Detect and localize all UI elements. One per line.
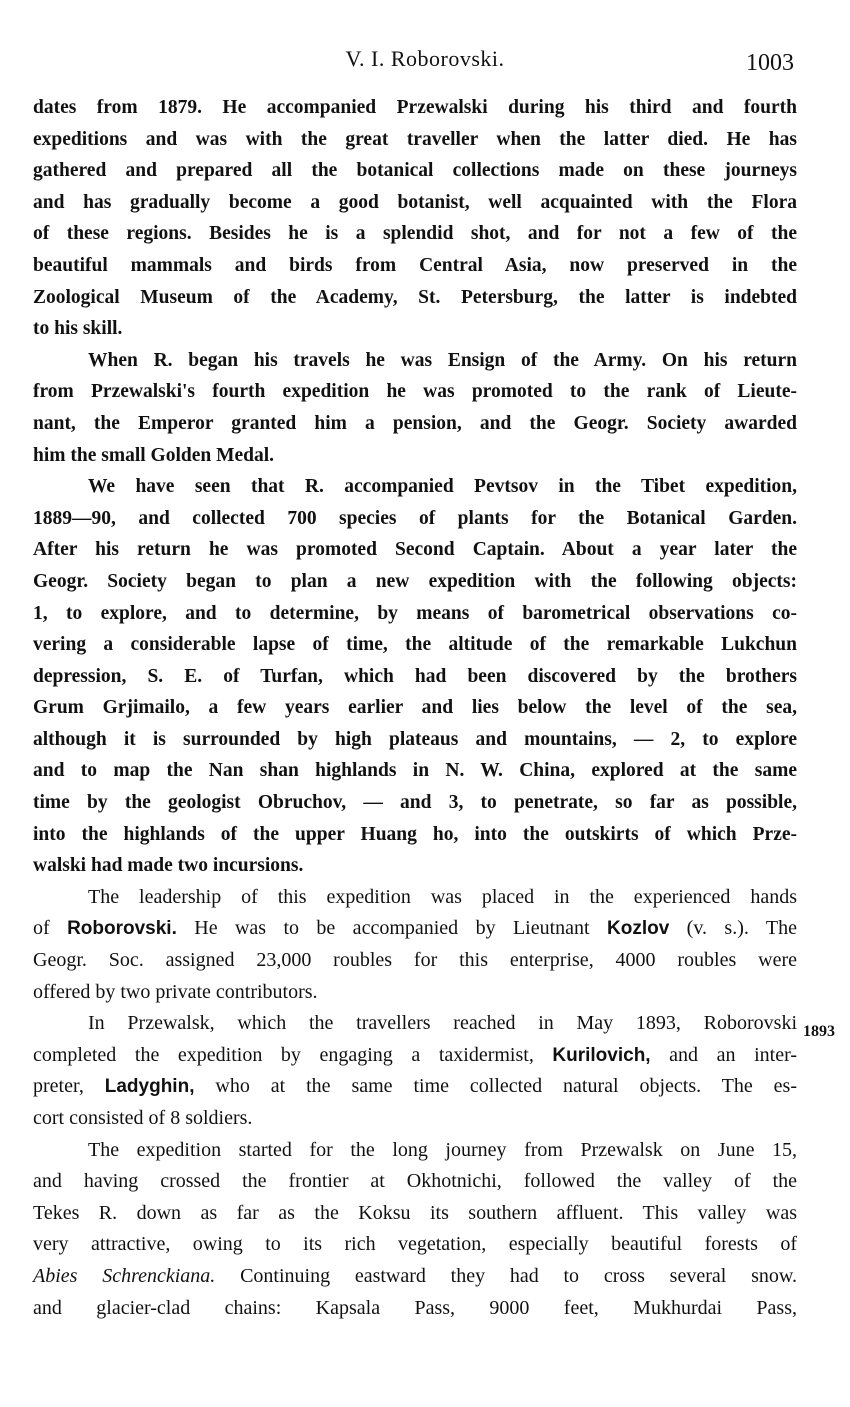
text-line: nant, the Emperor granted him a pension, and the Geogr. Society awarded: [33, 412, 797, 434]
text-line: [33, 1071, 797, 1103]
text-line: from Przewalski's fourth expedition he was promoted to the rank of Lieute-: [33, 381, 797, 403]
running-title: V. I. Roborovski.: [345, 46, 505, 71]
text-line: him the small Golden Medal.: [33, 444, 275, 466]
paragraph-1: [33, 92, 797, 345]
text-line: Grum Grjimailo, a few years earlier and lies below the level of the sea,: [33, 697, 797, 719]
running-header: [0, 44, 850, 80]
text-run: (v. s.). The: [669, 917, 797, 940]
text-line: [33, 1040, 797, 1072]
person-name-kurilovich: Kurilovich,: [552, 1044, 651, 1066]
page-number: 1003: [746, 50, 794, 76]
paragraph-4: [33, 882, 797, 1008]
text-line: Tekes R. down as far as the Koksu its southern affluent. This valley was: [33, 1201, 797, 1224]
body-text: [33, 92, 797, 1324]
text-line: The leadership of this expedition was placed in the experienced hands: [88, 885, 797, 908]
text-run: of: [33, 917, 68, 940]
text-line: although it is surrounded by high plateaus and mountains, — 2, to explore: [33, 728, 797, 750]
text-run: completed the expedition by engaging a taxidermist,: [33, 1043, 553, 1066]
species-name: Abies Schrenckiana.: [33, 1264, 216, 1287]
text-line: gathered and prepared all the botanical collections made on these journeys: [33, 160, 797, 182]
text-line: expeditions and was with the great traveller when the latter died. He has: [33, 128, 797, 150]
paragraph-5: [33, 1008, 797, 1134]
text-line: Zoological Museum of the Academy, St. Petersburg, the latter is indebted: [33, 286, 797, 308]
margin-year-note: 1893: [803, 1023, 835, 1040]
text-line: and glacier-clad chains: Kapsala Pass, 9000 feet, Mukhurdai Pass,: [33, 1296, 797, 1319]
text-line: 1889—90, and collected 700 species of plants for the Botanical Garden.: [33, 507, 797, 529]
text-line: and has gradually become a good botanist, well acquainted with the Flora: [33, 191, 797, 213]
text-line: cort consisted of 8 soldiers.: [33, 1107, 253, 1129]
text-line: dates from 1879. He accompanied Przewalski during his third and fourth: [33, 97, 797, 118]
text-line: to his skill.: [33, 318, 123, 340]
text-line: vering a considerable lapse of time, the altitude of the remarkable Lukchun: [33, 634, 797, 656]
text-line: beautiful mammals and birds from Central Asia, now preserved in the: [33, 254, 797, 276]
text-line: and having crossed the frontier at Okhotnichi, followed the valley of the: [33, 1170, 797, 1193]
paragraph-2: [33, 345, 797, 471]
text-line: When R. began his travels he was Ensign of the Army. On his return: [88, 349, 797, 371]
text-line: [33, 913, 797, 945]
text-run: who at the same time collected natural objects. The es-: [194, 1075, 797, 1098]
person-name-ladyghin: Ladyghin,: [104, 1076, 195, 1098]
text-line: [33, 1261, 797, 1293]
person-name-roborovski: Roborovski.: [67, 918, 177, 940]
text-line: We have seen that R. accompanied Pevtsov in the Tibet expedition,: [88, 476, 797, 498]
text-line: Geogr. Soc. assigned 23,000 roubles for this enterprise, 4000 roubles were: [33, 949, 797, 972]
text-run: He was to be accompanied by Lieutnant: [176, 917, 607, 940]
text-run: preter,: [33, 1075, 105, 1098]
paragraph-3: [33, 471, 797, 882]
text-line: walski had made two incursions.: [33, 855, 304, 877]
person-name-kozlov: Kozlov: [607, 918, 670, 940]
text-line: and to map the Nan shan highlands in N. W. China, explored at the same: [33, 760, 797, 782]
text-line: After his return he was promoted Second Captain. About a year later the: [33, 539, 797, 561]
text-run: Continuing eastward they had to cross several snow.: [215, 1264, 797, 1287]
text-line: 1, to explore, and to determine, by means of barometrical observations co-: [33, 602, 797, 624]
text-line: into the highlands of the upper Huang ho, into the outskirts of which Prze-: [33, 823, 797, 845]
text-line: very attractive, owing to its rich vegetation, especially beautiful forests of: [33, 1233, 797, 1256]
text-line: depression, S. E. of Turfan, which had been discovered by the brothers: [33, 665, 797, 687]
text-run: and an inter-: [650, 1043, 798, 1066]
text-line: In Przewalsk, which the travellers reached in May 1893, Roborovski: [88, 1012, 797, 1035]
text-line: offered by two private contributors.: [33, 980, 318, 1003]
text-line: time by the geologist Obruchov, — and 3, to penetrate, so far as possible,: [33, 792, 797, 814]
text-line: of these regions. Besides he is a splendid shot, and for not a few of the: [33, 223, 797, 245]
paragraph-6: [33, 1135, 797, 1325]
text-line: The expedition started for the long journey from Przewalsk on June 15,: [88, 1138, 797, 1161]
text-line: Geogr. Society began to plan a new expedition with the following objects:: [33, 570, 797, 592]
